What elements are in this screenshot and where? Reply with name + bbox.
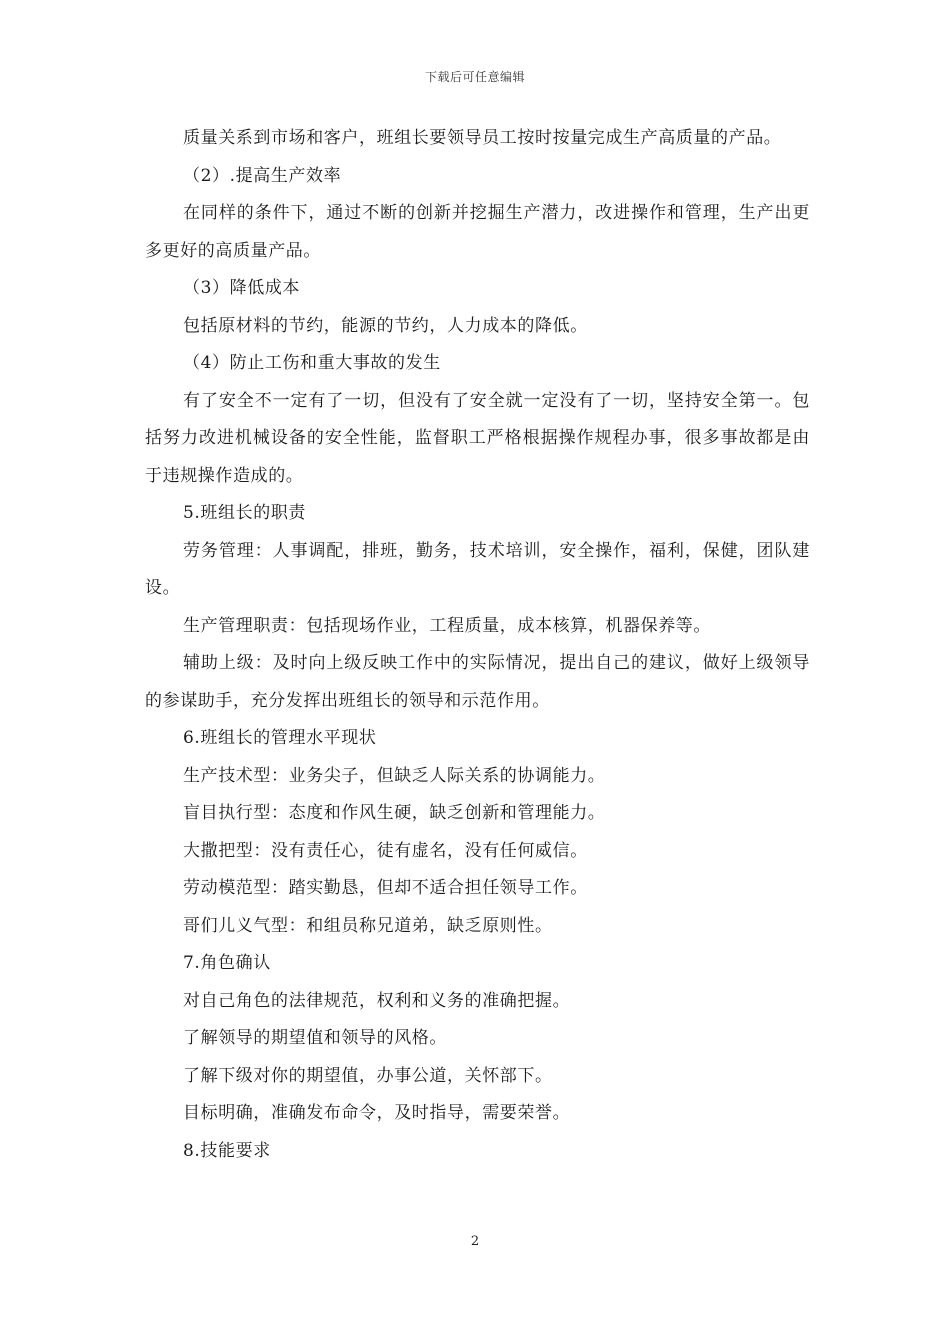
- paragraph: 质量关系到市场和客户，班组长要领导员工按时按量完成生产高质量的产品。: [183, 128, 782, 148]
- list-heading: （2）.提高生产效率: [183, 165, 342, 186]
- paragraph: 大撒把型：没有责任心，徒有虚名，没有任何威信。: [183, 840, 588, 861]
- section-heading: 6.班组长的管理水平现状: [183, 728, 377, 748]
- paragraph: 了解下级对你的期望值，办事公道，关怀部下。: [183, 1065, 553, 1086]
- page-number: 2: [470, 1234, 480, 1249]
- paragraph: 目标明确，准确发布命令，及时指导，需要荣誉。: [183, 1103, 571, 1123]
- paragraph: 包括原材料的节约，能源的节约，人力成本的降低。: [183, 315, 588, 336]
- paragraph: 对自己角色的法律规范，权利和义务的准确把握。: [183, 990, 571, 1011]
- paragraph: 在同样的条件下，通过不断的创新并挖掘生产潜力，改进操作和管理，生产出更多更好的高质量产品。: [145, 203, 810, 261]
- paragraph: 劳务管理：人事调配，排班，勤务，技术培训，安全操作，福利，保健，团队建设。: [145, 540, 810, 598]
- paragraph: 哥们儿义气型：和组员称兄道弟，缺乏原则性。: [183, 915, 553, 936]
- paragraph: 生产技术型：业务尖子，但缺乏人际关系的协调能力。: [183, 765, 606, 786]
- body-text: [145, 120, 810, 1170]
- section-heading: 8.技能要求: [183, 1140, 271, 1161]
- section-heading: 7.角色确认: [183, 953, 271, 973]
- paragraph: 了解领导的期望值和领导的风格。: [183, 1028, 447, 1048]
- section-heading: 5.班组长的职责: [183, 503, 307, 523]
- header-note: 下载后可任意编辑: [424, 70, 525, 84]
- paragraph: 盲目执行型：态度和作风生硬，缺乏创新和管理能力。: [183, 803, 606, 823]
- list-heading: （4）防止工伤和重大事故的发生: [183, 353, 441, 373]
- paragraph: 劳动模范型：踏实勤恳，但却不适合担任领导工作。: [183, 878, 588, 898]
- paragraph: 有了安全不一定有了一切，但没有了安全就一定没有了一切，坚持安全第一。包括努力改进机械设备的安全性能，监督职工严格根据操作规程办事，很多事故都是由于违规操作造成的。: [145, 390, 810, 486]
- paragraph: 生产管理职责：包括现场作业，工程质量，成本核算，机器保养等。: [183, 615, 711, 636]
- paragraph: 辅助上级：及时向上级反映工作中的实际情况，提出自己的建议，做好上级领导的参谋助手，充分发挥出班组长的领导和示范作用。: [145, 653, 810, 711]
- list-heading: （3）降低成本: [183, 278, 301, 298]
